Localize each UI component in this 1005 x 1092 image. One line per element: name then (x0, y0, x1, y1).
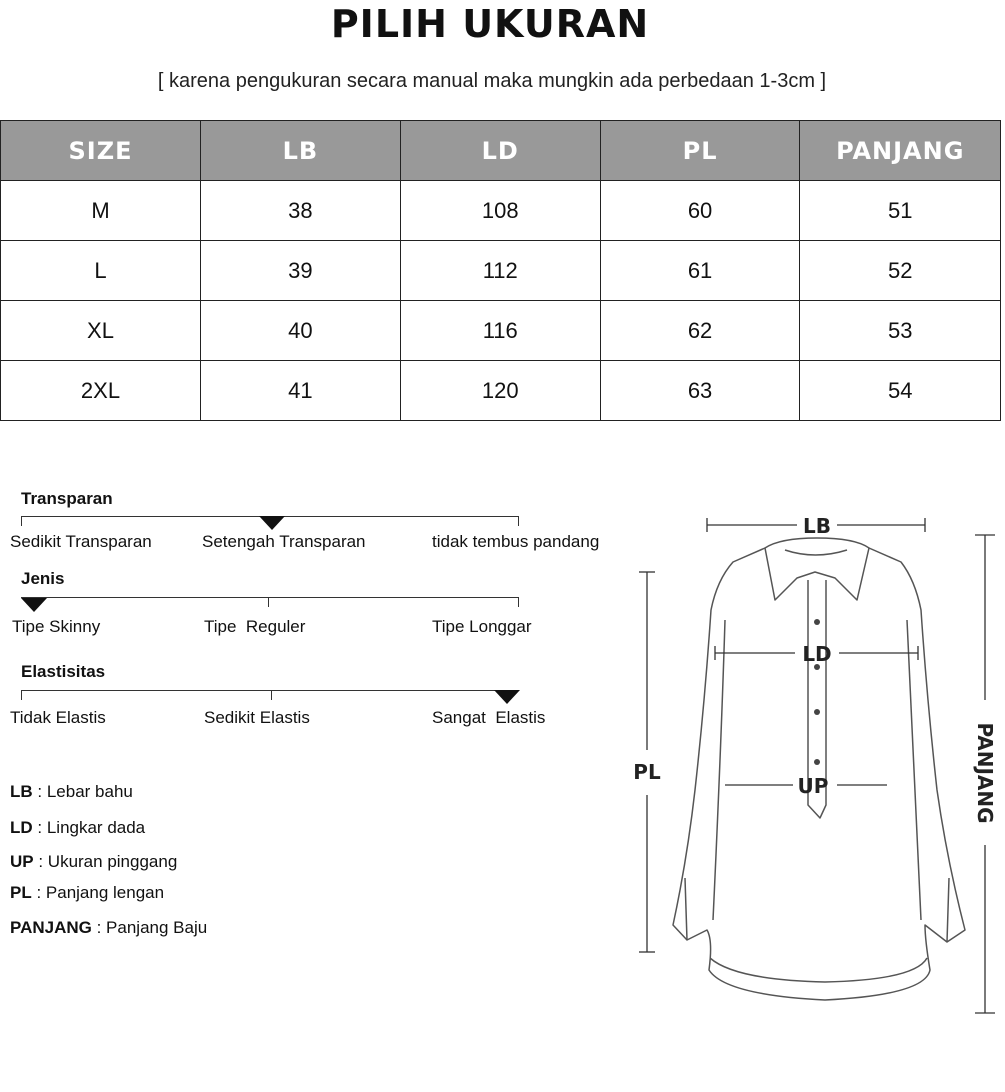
legend-item-ld (10, 818, 145, 838)
scale-label: Sedikit Transparan (10, 532, 152, 551)
scale-tick (518, 597, 519, 607)
scale-heading-transparan: Transparan (21, 489, 113, 508)
cell-lb: 38 (201, 181, 401, 241)
cell-ld: 108 (400, 181, 600, 241)
scale-label: Tipe Reguler (204, 617, 306, 636)
legend-item-pl (10, 883, 164, 903)
legend-item-up (10, 852, 177, 872)
header-panjang: PANJANG (800, 121, 1001, 181)
legend-text: : Panjang Baju (91, 918, 208, 937)
legend-text: : Lebar bahu (32, 782, 133, 801)
diagram-label-ld: LD (802, 642, 832, 666)
cell-size: XL (1, 301, 201, 361)
scale-marker-transparan (259, 516, 285, 530)
table-row (1, 241, 1001, 301)
scale-tick (518, 516, 519, 526)
cell-panjang: 52 (800, 241, 1001, 301)
scale-label: Tipe Longgar (432, 617, 532, 636)
cell-lb: 40 (201, 301, 401, 361)
cell-lb: 39 (201, 241, 401, 301)
scale-label: tidak tembus pandang (432, 532, 600, 551)
cell-ld: 116 (400, 301, 600, 361)
cell-size: 2XL (1, 361, 201, 421)
cell-panjang: 53 (800, 301, 1001, 361)
scale-line-elastisitas (21, 690, 519, 691)
scale-label: Setengah Transparan (202, 532, 366, 551)
cell-panjang: 54 (800, 361, 1001, 421)
legend-abbr: UP (10, 852, 34, 871)
scale-label: Sedikit Elastis (204, 708, 310, 727)
diagram-label-up: UP (797, 774, 829, 798)
cell-panjang: 51 (800, 181, 1001, 241)
header-lb: LB (201, 121, 401, 181)
diagram-label-pl: PL (633, 760, 661, 784)
size-chart-table (0, 120, 1001, 421)
scale-label: Sangat Elastis (432, 708, 546, 727)
header-pl: PL (600, 121, 800, 181)
scale-label: Tipe Skinny (12, 617, 101, 636)
table-header-row (1, 121, 1001, 181)
cell-pl: 60 (600, 181, 800, 241)
scale-label: Tidak Elastis (10, 708, 106, 727)
cell-ld: 112 (400, 241, 600, 301)
diagram-label-lb: LB (803, 514, 831, 538)
header-size: SIZE (1, 121, 201, 181)
measurement-note: [ karena pengukuran secara manual maka mungkin ada perbedaan 1-3cm ] (157, 70, 827, 92)
legend-abbr: PANJANG (10, 918, 92, 937)
shirt-measurement-diagram (625, 500, 1003, 1020)
cell-pl: 63 (600, 361, 800, 421)
header-ld: LD (400, 121, 600, 181)
button-dots (814, 619, 820, 765)
legend-abbr: LB (10, 782, 33, 801)
table-row (1, 181, 1001, 241)
page-title: PILIH UKURAN (330, 2, 650, 46)
scale-marker-elastisitas (494, 690, 520, 704)
table-row (1, 301, 1001, 361)
legend-text: : Panjang lengan (31, 883, 165, 902)
scale-tick (21, 516, 22, 526)
scale-line-jenis (21, 597, 519, 598)
legend-abbr: PL (10, 883, 32, 902)
cell-ld: 120 (400, 361, 600, 421)
cell-pl: 61 (600, 241, 800, 301)
diagram-label-panjang: PANJANG (973, 722, 997, 824)
shirt-outline (673, 538, 965, 1000)
scale-tick (21, 690, 22, 700)
legend-text: : Ukuran pinggang (33, 852, 178, 871)
scale-heading-elastisitas: Elastisitas (21, 662, 106, 681)
scale-marker-jenis (21, 598, 47, 612)
legend-text: : Lingkar dada (32, 818, 146, 837)
scale-tick (271, 690, 272, 700)
cell-pl: 62 (600, 301, 800, 361)
cell-size: L (1, 241, 201, 301)
scale-tick (268, 597, 269, 607)
cell-lb: 41 (201, 361, 401, 421)
scale-heading-jenis: Jenis (21, 569, 65, 588)
legend-item-lb (10, 782, 133, 802)
legend-abbr: LD (10, 818, 33, 837)
table-row (1, 361, 1001, 421)
cell-size: M (1, 181, 201, 241)
legend-item-panjang (10, 918, 207, 938)
